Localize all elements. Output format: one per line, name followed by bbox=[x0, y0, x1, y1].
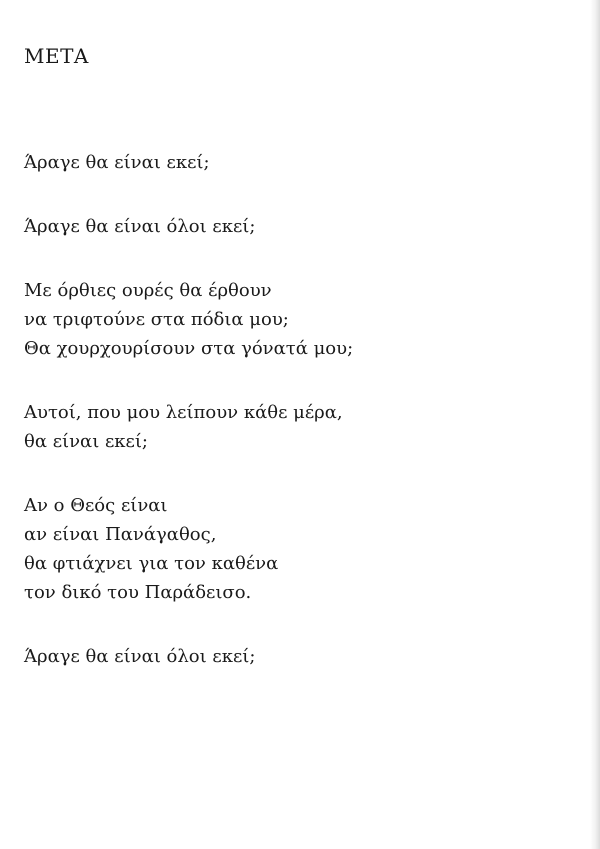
page-edge-shadow bbox=[590, 0, 600, 849]
poem-line: Με όρθιες ουρές θα έρθουν bbox=[24, 280, 272, 301]
stanza-3 bbox=[24, 276, 584, 363]
poem-line: Αυτοί, που μου λείπουν κάθε μέρα, bbox=[24, 402, 343, 423]
poem-line: θα φτιάχνει για τον καθένα bbox=[24, 553, 279, 574]
poem-line: Άραγε θα είναι όλοι εκεί; bbox=[24, 216, 256, 237]
poem-line: τον δικό του Παράδεισο. bbox=[24, 582, 252, 603]
poem-line: Αν ο Θεός είναι bbox=[24, 495, 168, 516]
stanza-2 bbox=[24, 212, 584, 241]
poem-line: θα είναι εκεί; bbox=[24, 431, 148, 452]
poem-line: Θα χουρχουρίσουν στα γόνατά μου; bbox=[24, 338, 354, 359]
poem-line: αν είναι Πανάγαθος, bbox=[24, 524, 217, 545]
poem-title: ΜΕΤΑ bbox=[24, 44, 89, 68]
stanza-5 bbox=[24, 491, 584, 607]
stanza-4 bbox=[24, 398, 584, 456]
poem-body bbox=[24, 148, 584, 706]
poem-line: Άραγε θα είναι εκεί; bbox=[24, 152, 210, 173]
stanza-6 bbox=[24, 642, 584, 671]
stanza-1 bbox=[24, 148, 584, 177]
poem-line: να τριφτούνε στα πόδια μου; bbox=[24, 309, 289, 330]
poem-line: Άραγε θα είναι όλοι εκεί; bbox=[24, 646, 256, 667]
